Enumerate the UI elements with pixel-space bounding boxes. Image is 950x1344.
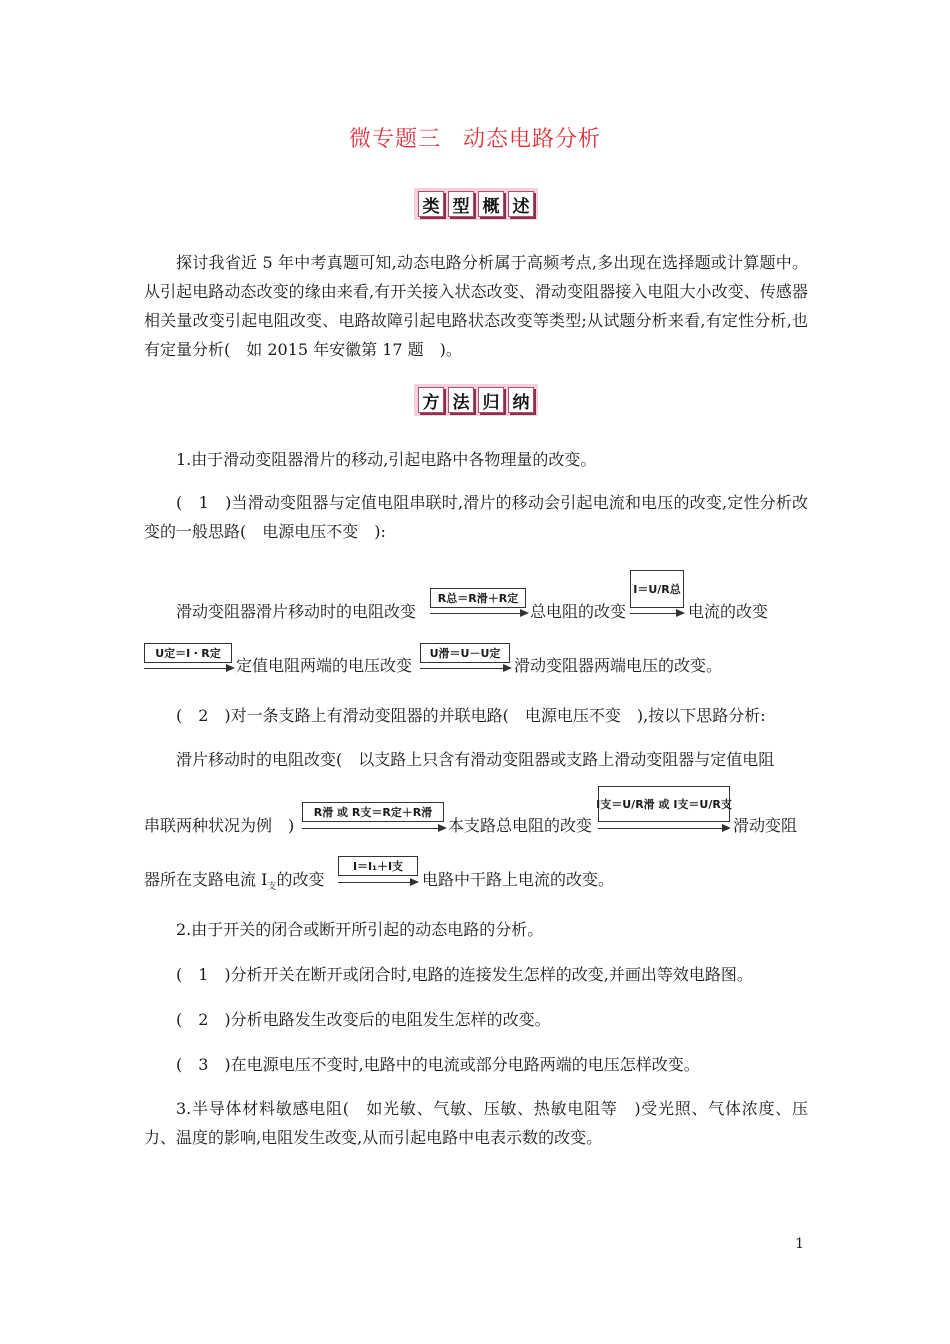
arrow-head-icon [226, 664, 235, 672]
arrow-line [630, 613, 678, 614]
flow1-arrow4-label: U滑＝U－U定 [420, 643, 510, 663]
badge-char: 纳 [508, 387, 534, 413]
item2-1: ( 1 )分析开关在断开或闭合时,电路的连接发生怎样的改变,并画出等效电路图。 [176, 965, 753, 984]
badge-char: 型 [448, 191, 474, 217]
flow2-text1: 滑片移动时的电阻改变( 以支路上只含有滑动变阻器或支路上滑动变阻器与定值电阻 [176, 750, 775, 769]
arrow-head-icon [676, 609, 685, 617]
flow2-arrow2-label: I支＝U/R滑 或 I支＝U/R支 [598, 786, 730, 822]
item2-3: ( 3 )在电源电压不变时,电路中的电流或部分电路两端的电压怎样改变。 [176, 1055, 700, 1074]
arrow-line [420, 668, 504, 669]
item3-paragraph: 3.半导体材料敏感电阻( 如光敏、气敏、压敏、热敏电阻等 )受光照、气体浓度、压力、温度的影响,电阻发生改变,从而引起电路中电表示数的改变。 [144, 1099, 808, 1147]
item1-2-paragraph: ( 2 )对一条支路上有滑动变阻器的并联电路( 电源电压不变 ),按以下思路分析: [176, 706, 766, 725]
flow2-text6: 电路中干路上电流的改变。 [422, 870, 615, 889]
flow2-text4: 滑动变阻 [733, 816, 798, 835]
badge-char: 归 [478, 387, 504, 413]
badge-char: 概 [478, 191, 504, 217]
arrow-line [302, 828, 440, 829]
arrow-line [338, 882, 412, 883]
badge-overview [414, 188, 538, 220]
title-part1: 微专题三 [348, 127, 441, 152]
badge-char: 述 [508, 191, 534, 217]
title-part2: 动态电路分析 [463, 127, 602, 152]
arrow-head-icon [722, 824, 731, 832]
flow1-text4: 定值电阻两端的电压改变 [236, 656, 413, 675]
flow2-text5: 器所在支路电流 I [144, 870, 268, 889]
arrow-line [430, 613, 520, 614]
flow1-arrow1-label: R总＝R滑＋R定 [430, 588, 526, 608]
flow2-text2: 串联两种状况为例 ) [144, 816, 295, 835]
arrow-head-icon [520, 609, 529, 617]
flow2-arrow3-label: I＝I₁＋I支 [338, 856, 418, 876]
flow2-text5b: 的改变 [276, 870, 325, 889]
arrow-head-icon [438, 824, 447, 832]
page-title [0, 122, 950, 153]
item1-1-paragraph: ( 1 )当滑动变阻器与定值电阻串联时,滑片的移动会引起电流和电压的改变,定性分析改变的一般思路( 电源电压不变 ): [144, 493, 808, 541]
item2-heading: 2.由于开关的闭合或断开所引起的动态电路的分析。 [176, 920, 544, 939]
arrow-line [144, 668, 228, 669]
flow1-arrow3-label: U定＝I・R定 [144, 643, 232, 663]
flow1-arrow2-label: I＝U/R总 [630, 570, 684, 608]
arrow-head-icon [503, 664, 512, 672]
overview-paragraph: 探讨我省近 5 年中考真题可知,动态电路分析属于高频考点,多出现在选择题或计算题中。从引起电路动态改变的缘由来看,有开关接入状态改变、滑动变阻器接入电阻大小改变、传感器相关量改变引起电阻改变、电路故障引起电路状态改变等类型;从试题分析来看,有定性分析,也有定量分析( 如 2015 年安徽第 17 题 )。 [144, 253, 808, 359]
badge-char: 方 [418, 387, 444, 413]
flow1-text5: 滑动变阻器两端电压的改变。 [514, 656, 723, 675]
arrow-line [598, 828, 724, 829]
item1-heading: 1.由于滑动变阻器滑片的移动,引起电路中各物理量的改变。 [176, 450, 597, 469]
flow1-text2: 总电阻的改变 [530, 602, 627, 621]
flow1-text3: 电流的改变 [688, 602, 769, 621]
page-number: 1 [795, 1236, 804, 1252]
badge-char: 类 [418, 191, 444, 217]
flow2-text5-sub: 支 [267, 882, 277, 893]
item2-2: ( 2 )分析电路发生改变后的电阻发生怎样的改变。 [176, 1010, 551, 1029]
flow2-text3: 本支路总电阻的改变 [448, 816, 593, 835]
arrow-head-icon [410, 878, 419, 886]
badge-method [414, 384, 538, 416]
flow1-text1: 滑动变阻器滑片移动时的电阻改变 [176, 602, 417, 621]
flow2-text5-group [144, 870, 324, 897]
flow2-arrow1-label: R滑 或 R支＝R定＋R滑 [302, 802, 444, 822]
badge-char: 法 [448, 387, 474, 413]
